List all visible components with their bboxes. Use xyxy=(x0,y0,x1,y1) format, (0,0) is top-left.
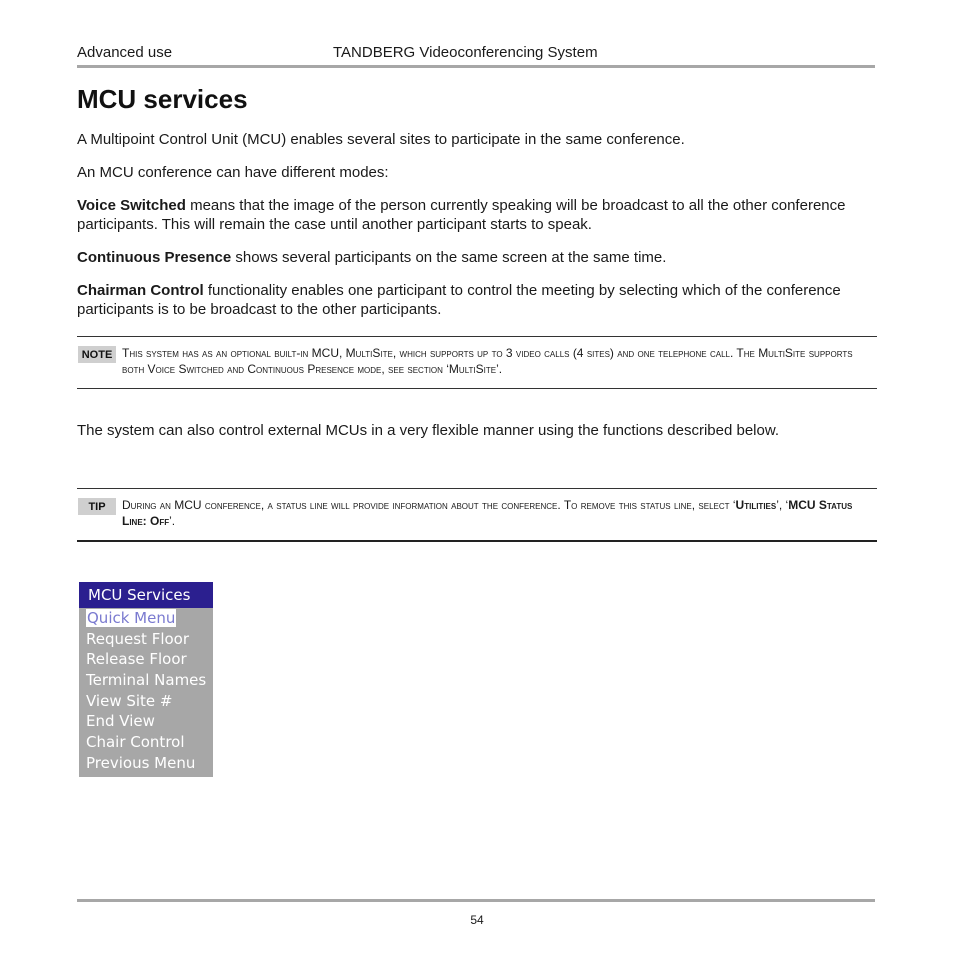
note-text: This system has as an optional built-in MCU, MultiSite, which supports up to 3 video calls (4 sites) and one telephone call. The MultiSite supports both Voice Switched and Continuous Presence mode, see section ‘MultiSite’. xyxy=(122,346,853,376)
voice-switched-term: Voice Switched xyxy=(77,197,186,214)
menu-item-release-floor[interactable]: Release Floor xyxy=(86,650,187,669)
page-title: MCU services xyxy=(77,84,248,114)
header-product: TANDBERG Videoconferencing System xyxy=(333,44,598,61)
tip-path-utilities: Utilities xyxy=(735,498,777,512)
continuous-presence-term: Continuous Presence xyxy=(77,249,232,266)
voice-switched-paragraph xyxy=(77,196,867,234)
header-divider xyxy=(77,65,875,68)
footer-divider xyxy=(77,899,875,902)
chairman-control-term: Chairman Control xyxy=(77,282,204,299)
menu-item-quick-menu[interactable]: Quick Menu xyxy=(87,609,176,627)
chairman-control-paragraph xyxy=(77,281,867,319)
menu-title: MCU Services xyxy=(79,582,213,608)
external-mcu-paragraph: The system can also control external MCUs in a very flexible manner using the functions described below. xyxy=(77,422,780,439)
tip-bottom-rule xyxy=(77,540,877,542)
menu-item-end-view[interactable]: End View xyxy=(86,712,155,731)
continuous-presence-paragraph xyxy=(77,248,867,267)
chairman-control-text: functionality enables one participant to control the meeting by selecting which of the conference participants is to be broadcast to the other participants. xyxy=(77,282,841,318)
voice-switched-text: means that the image of the person currently speaking will be broadcast to all the other conference participants. This will remain the case until another participant starts to speak. xyxy=(77,197,846,233)
mcu-services-menu xyxy=(79,582,213,777)
header-section: Advanced use xyxy=(77,44,173,61)
note-label: NOTE xyxy=(78,346,116,363)
menu-item-previous-menu[interactable]: Previous Menu xyxy=(86,753,196,772)
page-header xyxy=(77,44,874,64)
tip-separator: ’, ‘ xyxy=(776,498,789,512)
tip-text-before: During an MCU conference, a status line will provide information about the conference. To remove this status line, select ‘ xyxy=(122,498,736,512)
menu-item-request-floor[interactable]: Request Floor xyxy=(86,629,190,648)
tip-top-rule xyxy=(77,488,877,489)
continuous-presence-text: shows several participants on the same screen at the same time. xyxy=(231,249,667,266)
tip-path-status-line: MCU Status Line: Off xyxy=(122,498,853,528)
page-number: 54 xyxy=(470,913,484,927)
note-bottom-rule xyxy=(77,388,877,389)
menu-item-terminal-names[interactable]: Terminal Names xyxy=(86,671,207,690)
intro-paragraph: A Multipoint Control Unit (MCU) enables several sites to participate in the same conference. xyxy=(77,131,685,148)
modes-paragraph: An MCU conference can have different modes: xyxy=(77,164,389,181)
tip-label: TIP xyxy=(78,498,116,515)
note-top-rule xyxy=(77,336,877,337)
menu-item-chair-control[interactable]: Chair Control xyxy=(86,733,185,752)
tip-text-after: ’. xyxy=(169,514,176,528)
menu-item-view-site[interactable]: View Site # xyxy=(86,691,173,710)
tip-text xyxy=(122,497,867,529)
